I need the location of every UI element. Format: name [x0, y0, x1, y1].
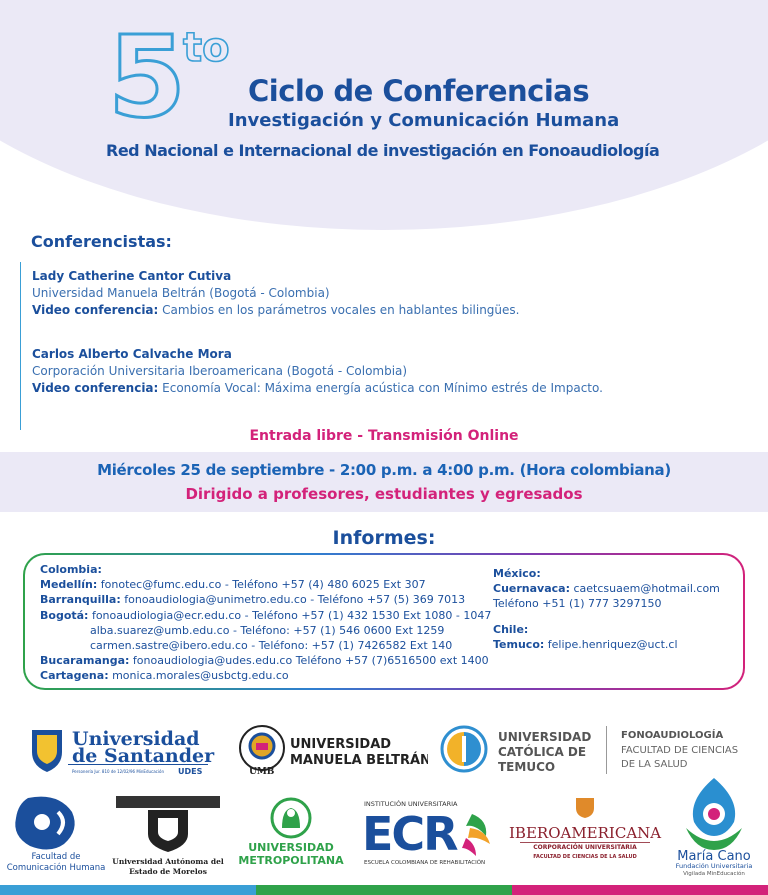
fono-line2: FACULTAD DE CIENCIAS [621, 745, 739, 756]
udes-tag: UDES [178, 767, 203, 776]
contact-text: monica.morales@usbctg.edu.co [108, 669, 289, 683]
mc-line1: María Cano [677, 849, 751, 864]
logo-fono-faculty [606, 726, 757, 774]
udes-line1: Universidad [72, 728, 200, 750]
speaker-card [32, 268, 519, 319]
uct-line1: UNIVERSIDAD [498, 730, 592, 744]
logo-uaem [108, 794, 228, 876]
uaem-line1: Universidad Autónoma del [112, 857, 224, 866]
logo-udes [28, 724, 218, 776]
fch-line2: Comunicación Humana [6, 863, 106, 873]
contact-city: Cuernavaca: [493, 582, 570, 596]
contact-text: fonoaudiologia@unimetro.edu.co - Teléfono +57 (5) 369 7013 [120, 593, 466, 607]
uct-line3: TEMUCO [498, 760, 556, 774]
contact-city: Medellín: [40, 578, 98, 592]
contact-text: fonoaudiologia@udes.edu.co Teléfono +57 (7)6516500 ext 1400 [129, 654, 489, 668]
speaker-affiliation: Corporación Universitaria Iberoamericana (Bogotá - Colombia) [32, 364, 408, 378]
logo-uct [440, 724, 600, 776]
ibero-line1: IBEROAMERICANA [509, 824, 662, 842]
logo-um [236, 796, 346, 868]
uaem-logo [108, 794, 228, 876]
edition-ordinal: to [183, 25, 230, 71]
event-date: Miércoles 25 de septiembre - 2:00 p.m. a 4:00 p.m. (Hora colombiana) [97, 461, 671, 479]
event-audience: Dirigido a profesores, estudiantes y egresados [185, 485, 583, 503]
speaker-name: Carlos Alberto Calvache Mora [32, 347, 232, 361]
umb-logo [238, 722, 428, 778]
edition-number: 5 [108, 13, 182, 143]
speaker-talk-label: Video conferencia: [32, 303, 159, 317]
uct-logo [440, 724, 600, 776]
ecr-bottom: ESCUELA COLOMBIANA DE REHABILITACIÓN [364, 860, 486, 866]
logo-maria-cano [664, 776, 764, 876]
contact-line [40, 592, 491, 607]
contact-city: Temuco: [493, 638, 545, 652]
udes-note: Personería Jur. 810 de 12/02/96 MinEducación [72, 769, 164, 774]
ibero-line3: FACULTAD DE CIENCIAS DE LA SALUD [533, 854, 637, 860]
uaem-line2: Estado de Morelos [129, 867, 207, 876]
umb-mark: UMB [249, 767, 275, 777]
mc-line3: Vigilada MinEducación [683, 871, 745, 876]
contact-city: Barranquilla: [40, 593, 121, 607]
speaker-affiliation: Universidad Manuela Beltrán (Bogotá - Colombia) [32, 286, 330, 300]
country-label: México: [493, 567, 541, 580]
page-title: Ciclo de Conferencias [248, 74, 590, 108]
contact-line [40, 577, 491, 592]
uct-line2: CATÓLICA DE [498, 745, 587, 759]
country-label: Chile: [493, 623, 529, 636]
page-subtitle: Investigación y Comunicación Humana [228, 110, 620, 131]
speaker-name: Lady Catherine Cantor Cutiva [32, 269, 232, 283]
ibero-line2: CORPORACIÓN UNIVERSITARIA [533, 844, 637, 851]
contact-city: Cartagena: [40, 669, 109, 683]
country-label: Colombia: [40, 563, 102, 576]
mc-line2: Fundación Universitaria [675, 862, 753, 870]
contacts-colombia [40, 562, 491, 684]
contact-city: Bucaramanga: [40, 654, 130, 668]
fch-line1: Facultad de [31, 852, 81, 862]
fono-line1: FONOAUDIOLOGÍA [621, 730, 724, 741]
udes-logo [28, 724, 218, 776]
ecr-mark: ECR [362, 807, 457, 861]
logo-umb [238, 722, 428, 778]
contact-line [40, 608, 491, 623]
um-logo [236, 796, 346, 868]
ibero-logo [506, 796, 666, 862]
contact-line [40, 653, 491, 668]
network-name: Red Nacional e Internacional de investigación en Fonoaudiología [106, 141, 660, 160]
logo-ibero [506, 796, 666, 862]
contact-text: Teléfono +51 (1) 777 3297150 [493, 597, 662, 611]
speakers-divider [20, 262, 21, 430]
contact-line [40, 668, 491, 683]
contact-text: caetcsuaem@hotmail.com [569, 582, 720, 596]
contacts-chile [493, 622, 678, 652]
umb-line1: UNIVERSIDAD [290, 737, 392, 752]
ecr-top: INSTITUCIÓN UNIVERSITARIA [364, 800, 458, 808]
um-line2: METROPOLITANA [238, 854, 344, 867]
contact-text: fonoaudiologia@ecr.edu.co - Teléfono +57 (1) 432 1530 Ext 1080 - 1047 [88, 608, 492, 622]
contact-line: carmen.sastre@ibero.edu.co - Teléfono: +57 (1) 7426582 Ext 140 [90, 639, 453, 653]
speakers-heading: Conferencistas: [31, 232, 172, 251]
fch-logo [6, 792, 106, 876]
contacts-mexico [493, 566, 720, 612]
speaker-talk-label: Video conferencia: [32, 381, 159, 395]
speaker-talk-topic: Cambios en los parámetros vocales en hablantes bilingües. [158, 303, 520, 317]
logo-ecr [360, 798, 500, 870]
informes-heading: Informes: [332, 527, 436, 549]
contact-line: alba.suarez@umb.edu.co - Teléfono: +57 (1) 546 0600 Ext 1259 [90, 623, 445, 637]
logo-fch [6, 792, 106, 876]
um-line1: UNIVERSIDAD [248, 841, 334, 854]
ecr-logo [360, 798, 500, 870]
maria-cano-logo [664, 776, 764, 876]
contact-city: Bogotá: [40, 608, 89, 622]
udes-line2: de Santander [72, 745, 215, 767]
speaker-talk-topic: Economía Vocal: Máxima energía acústica con Mínimo estrés de Impacto. [158, 381, 603, 395]
umb-line2: MANUELA BELTRÁN [290, 753, 428, 768]
contact-text: felipe.henriquez@uct.cl [544, 638, 678, 652]
fono-faculty-text [607, 726, 753, 774]
contact-text: fonotec@fumc.edu.co - Teléfono +57 (4) 480 6025 Ext 307 [97, 578, 426, 592]
fono-line3: DE LA SALUD [621, 759, 688, 770]
speaker-card [32, 346, 603, 397]
access-note: Entrada libre - Transmisión Online [249, 428, 519, 444]
bottom-color-bar [0, 885, 768, 895]
